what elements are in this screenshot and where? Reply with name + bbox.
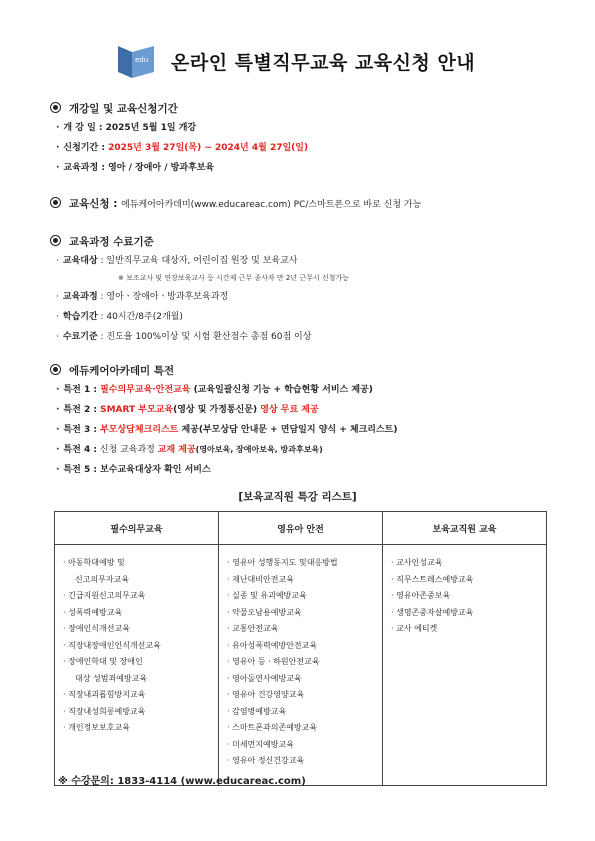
section-title: 개강일 및 교육신청기간 [69, 103, 178, 115]
section-schedule [50, 100, 560, 178]
page-title: 온라인 특별직무교육 교육신청 안내 [171, 52, 476, 74]
row-courses: · 교육과정 : 영아 / 장애아 / 방과후보육 [56, 163, 215, 173]
list-item: · 영유아존중보육 [391, 591, 451, 600]
list-item: · 직장내괴롭힘방지교육 [63, 690, 146, 699]
list-item: · 영유아 등 · 하원안전교육 [227, 657, 320, 666]
list-item: · 감염병예방교육 [227, 706, 287, 716]
row-benefit-3: · 특전 3 : 부모상담체크리스트 제공(부모상담 안내문 + 면담일지 양식 + 체크리스트) [56, 425, 398, 435]
list-item: · 개인정보보호교육 [63, 723, 130, 732]
lecture-list-title: [보육교직원 특강 리스트] [238, 491, 357, 503]
row-period: · 학습기간 : 40시간/8주(2개월) [56, 312, 183, 322]
list-item: · 영유아 성행동지도 및대응방법 [227, 558, 338, 567]
table-column-mandatory [55, 545, 219, 786]
list-item: · 교사 에티켓 [391, 624, 438, 633]
row-start-date: · 개 강 일 : 2025년 5월 1일 개강 [56, 123, 197, 133]
section-completion [50, 233, 560, 347]
row-benefit-2: · 특전 2 : SMART 부모교육(영상 및 가정통신문) 영상 무료 제공 [56, 405, 319, 415]
list-item: · 성폭력예방교육 [63, 607, 123, 617]
list-item: 신고의무자교육 [75, 574, 130, 584]
row-benefit-5: · 특전 5 : 보수교육대상자 확인 서비스 [56, 465, 211, 475]
row-note: ※ 보조교사 및 연장보육교사 등 시간제 근무 종사자 만 2년 근무시 신청가능 [118, 274, 349, 282]
list-item: · 장애인학대 및 장애인 [63, 657, 143, 666]
list-item: · 생명존중자살예방교육 [391, 607, 474, 617]
row-benefit-1: · 특전 1 : 필수의무교육·안전교육 (교육일괄신청 기능 + 학습현황 서비스 제공) [56, 385, 373, 395]
apply-period-value: 2025년 3월 27일(목) ~ 2024년 4월 27일(일) [108, 143, 309, 153]
lecture-list-table [54, 511, 547, 786]
table-header: 필수의무교육 [55, 512, 219, 545]
logo-text: edu [135, 56, 149, 64]
section-bullet-icon [50, 197, 61, 208]
list-item: · 장애인식개선교육 [63, 624, 130, 633]
contact-info: ※ 수강문의: 1833-4114 (www.educareac.com) [58, 776, 306, 787]
section-bullet-icon [50, 364, 61, 375]
list-item: · 약물오남용예방교육 [227, 607, 302, 617]
list-item: · 재난대비안전교육 [227, 574, 294, 584]
section-bullet-icon [50, 235, 61, 246]
table-column-safety [219, 545, 383, 786]
list-item: · 긴급지원신고의무교육 [63, 591, 146, 600]
list-item: · 실종 및 유괴예방교육 [227, 591, 307, 600]
table-header: 영유아 안전 [219, 512, 383, 545]
list-item: · 직무스트레스예방교육 [391, 574, 474, 584]
list-item: 대상 성범죄예방교육 [75, 673, 148, 683]
table-column-staff [383, 545, 547, 786]
header [0, 44, 595, 84]
list-item: · 영아돌연사예방교육 [227, 673, 302, 683]
apply-info: 에듀케어아카데미(www.educareac.com) PC/스마트폰으로 바로 신청 가능 [121, 200, 422, 210]
list-item: · 교통안전교육 [227, 624, 279, 633]
list-item: · 스마트폰과의존예방교육 [227, 723, 318, 732]
list-item: · 미세먼지예방교육 [227, 739, 294, 749]
row-apply-period: · 신청기간 : 2025년 3월 27일(목) ~ 2024년 4월 27일(일) [56, 143, 309, 153]
section-apply [50, 195, 560, 213]
list-item: · 직장내장애인인식개선교육 [63, 640, 161, 650]
row-target: · 교육대상 : 일반직무교육 대상자, 어린이집 원장 및 보육교사 [56, 256, 298, 266]
table-header: 보육교직원 교육 [383, 512, 547, 545]
section-bullet-icon [50, 102, 61, 113]
section-title: 교육과정 수료기준 [69, 236, 154, 248]
edu-logo-icon [116, 44, 156, 80]
list-item: · 유아성폭력예방안전교육 [227, 640, 318, 650]
list-item: · 교사인성교육 [391, 558, 443, 567]
row-benefit-4: · 특전 4 : 신청 교육과정 교재 제공(영아보육, 장애아보육, 방과후보육) [56, 445, 323, 455]
section-title: 교육신청 : [69, 198, 118, 210]
list-item: · 영유아 정신건강교육 [227, 756, 305, 765]
list-item: · 영유아 건강영양교육 [227, 690, 305, 699]
row-criteria: · 수료기준 : 진도율 100%이상 및 시험 환산점수 총점 60점 이상 [56, 332, 312, 342]
section-title: 에듀케어아카데미 특전 [69, 365, 175, 377]
section-benefits [50, 362, 560, 480]
row-course: · 교육과정 : 영아ㆍ장애아ㆍ방과후보육과정 [56, 292, 229, 302]
list-item: · 아동학대예방 및 [63, 558, 125, 567]
list-item: · 직장내성희롱예방교육 [63, 706, 146, 716]
